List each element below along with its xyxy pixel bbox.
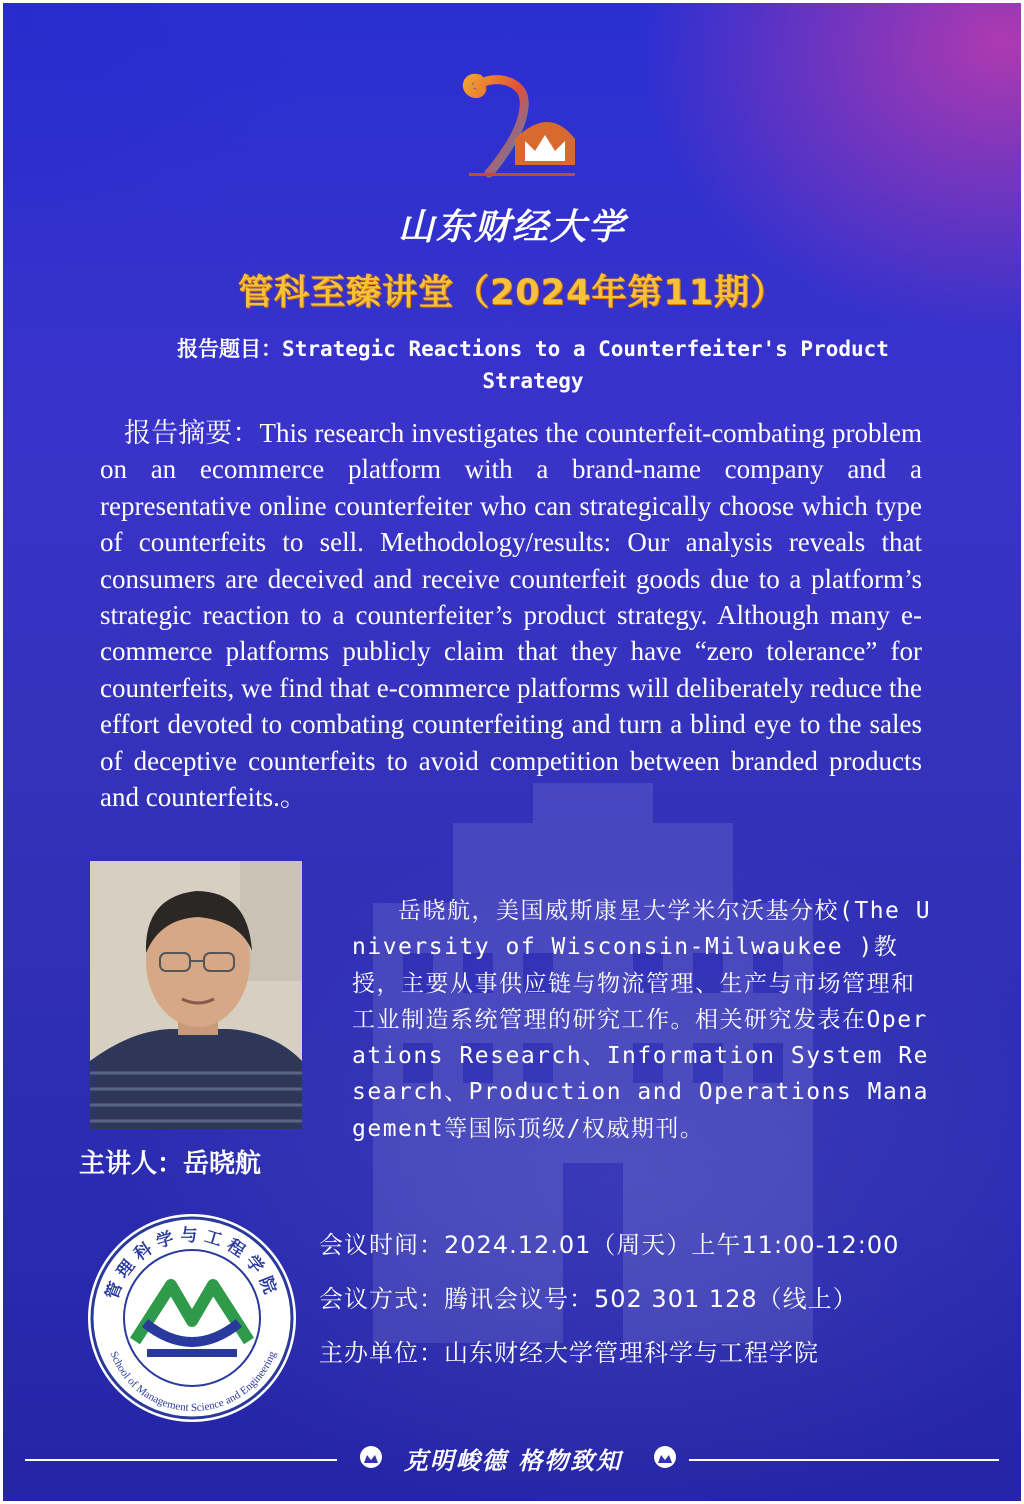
meeting-info bbox=[319, 1225, 1009, 1387]
seal-text-en: School of Management Science and Engineering bbox=[107, 1349, 279, 1415]
footer-divider-left bbox=[25, 1459, 337, 1461]
speaker-photo bbox=[90, 861, 302, 1129]
footer-divider-right bbox=[689, 1459, 999, 1461]
meeting-mode: 会议方式：腾讯会议号：502 301 128（线上） bbox=[319, 1285, 858, 1313]
lecture-series-title: 管科至臻讲堂（2024年第11期） bbox=[237, 273, 787, 313]
meeting-time: 会议时间：2024.12.01（周天）上午11:00-12:00 bbox=[319, 1231, 900, 1259]
speaker-label: 主讲人：岳晓航 bbox=[79, 1149, 262, 1179]
seal-text-cn: 管理科学与工程学院 bbox=[102, 1226, 282, 1303]
university-name: 山东财经大学 bbox=[397, 206, 626, 248]
poster bbox=[3, 3, 1021, 1501]
school-seal-logo bbox=[85, 1211, 299, 1425]
speaker-portrait-image bbox=[90, 861, 302, 1129]
school-motto: 克明峻德 格物致知 bbox=[403, 1446, 623, 1475]
meeting-organizer: 主办单位：山东财经大学管理科学与工程学院 bbox=[319, 1339, 819, 1367]
university-logo-icon bbox=[459, 69, 585, 181]
motto-emblem-right-icon bbox=[653, 1445, 677, 1469]
speaker-bio: 岳晓航，美国威斯康星大学米尔沃基分校(The University of Wisconsin-Milwaukee )教授，主要从事供应链与物流管理、生产与市场管理和工业制造系统管理的研究工作。相关研究发表在Operations Research、Information System Research、Production and Operations Management等国际顶级/权威期刊。 bbox=[352, 898, 932, 1142]
report-abstract: 报告摘要：This research investigates the counterfeit-combating problem on an ecommerce platform with a brand-name company and a representative online counterfeiter who can strategically choose which type of counterfeits to sell. Methodology/results: Our analysis reveals that consumers are deceived and receive counterfeit goods due to a platform’s strategic reaction to a counterfeiter’s product strategy. Although many e-commerce platforms publicly claim that they have “zero tolerance” for counterfeits, we find that e-commerce platforms will deliberately reduce the effort devoted to combating counterfeiting and turn a blind eye to the sales of deceptive counterfeits to avoid competition between branded products and counterfeits.。 bbox=[100, 418, 922, 813]
report-title: 报告题目：Strategic Reactions to a Counterfeiter's Product Strategy bbox=[177, 337, 889, 393]
